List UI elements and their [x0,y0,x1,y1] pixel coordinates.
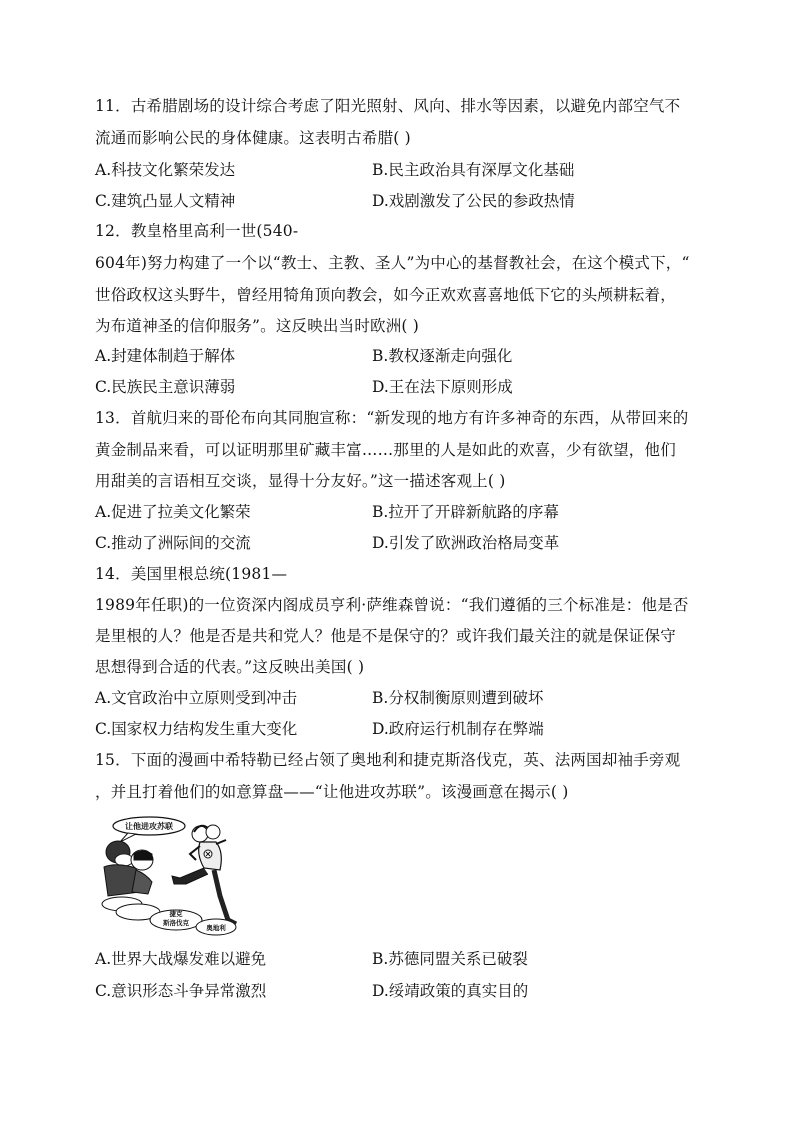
hitler-cartoon-image [96,812,256,942]
q13-option-b[interactable]: B.拉开了开辟新航路的序幕 [372,503,559,521]
q12-option-b[interactable]: B.教权逐渐走向强化 [372,347,513,365]
q14-line-3: 是里根的人？他是否是共和党人？他是不是保守的？或许我们最关注的就是保证保守 [95,627,676,645]
q12-line-4: 为布道神圣的信仰服务”。这反映出当时欧洲( ) [95,317,420,335]
q11-line-1: 11．古希腊剧场的设计综合考虑了阳光照射、风向、排水等因素，以避免内部空气不 [95,97,681,115]
q14-option-d[interactable]: D.政府运行机制存在弊端 [372,720,544,738]
q13-option-c[interactable]: C.推动了洲际间的交流 [95,534,251,552]
q11-option-d[interactable]: D.戏剧激发了公民的参政热情 [372,192,575,210]
q11-line-2: 流通而影响公民的身体健康。这表明古希腊( ) [95,129,411,147]
q14-line-2: 1989年任职)的一位资深内阁成员亨利·萨维森曾说：“我们遵循的三个标准是：他是否 [95,596,689,614]
q15-option-b[interactable]: B.苏德同盟关系已破裂 [372,950,528,968]
q15-option-c[interactable]: C.意识形态斗争异常激烈 [95,982,267,1000]
q14-line-1: 14．美国里根总统(1981— [95,565,288,583]
austria-label: 奥地利 [206,924,226,932]
czech-label-1: 捷克 [169,910,183,918]
q13-line-3: 用甜美的言语相互交谈，显得十分友好。”这一描述客观上( ) [95,472,506,490]
q12-line-3: 世俗政权这头野牛，曾经用犄角顶向教会，如今正欢欢喜喜地低下它的头颅耕耘着， [95,286,676,304]
q12-option-d[interactable]: D.王在法下原则形成 [372,378,513,396]
q14-option-a[interactable]: A.文官政治中立原则受到冲击 [95,689,298,707]
q14-option-b[interactable]: B.分权制衡原则遭到破坏 [372,689,544,707]
q13-option-a[interactable]: A.促进了拉美文化繁荣 [95,503,251,521]
q13-line-2: 黄金制品来看，可以证明那里矿藏丰富……那里的人是如此的欢喜，少有欲望，他们 [95,441,676,459]
q11-option-b[interactable]: B.民主政治具有深厚文化基础 [372,161,575,179]
q14-option-c[interactable]: C.国家权力结构发生重大变化 [95,720,298,738]
czech-label-2: 斯洛伐克 [163,919,189,927]
q15-option-a[interactable]: A.世界大战爆发难以避免 [95,950,267,968]
q12-option-c[interactable]: C.民族民主意识薄弱 [95,378,236,396]
q15-line-1: 15．下面的漫画中希特勒已经占领了奥地利和捷克斯洛伐克，英、法两国却袖手旁观 [95,751,681,769]
q12-line-2: 604年)努力构建了一个以“教士、主教、圣人”为中心的基督教社会，在这个模式下，“ [95,254,690,272]
q13-option-d[interactable]: D.引发了欧洲政治格局变革 [372,534,560,552]
q15-line-2: ，并且打着他们的如意算盘——“让他进攻苏联”。该漫画意在揭示( ) [95,783,569,801]
speech-bubble-text: 让他进攻苏联 [125,822,173,831]
q11-option-c[interactable]: C.建筑凸显人文精神 [95,192,236,210]
q12-option-a[interactable]: A.封建体制趋于解体 [95,347,236,365]
british-french-figure [104,841,153,896]
q11-option-a[interactable]: A.科技文化繁荣发达 [95,161,236,179]
q13-line-1: 13．首航归来的哥伦布向其同胞宣称：“新发现的地方有许多神奇的东西，从带回来的 [95,409,689,427]
q15-option-d[interactable]: D.绥靖政策的真实目的 [372,982,529,1000]
q14-line-4: 思想得到合适的代表。”这反映出美国( ) [95,658,365,676]
q12-line-1: 12．教皇格里高利一世(540- [95,222,299,240]
